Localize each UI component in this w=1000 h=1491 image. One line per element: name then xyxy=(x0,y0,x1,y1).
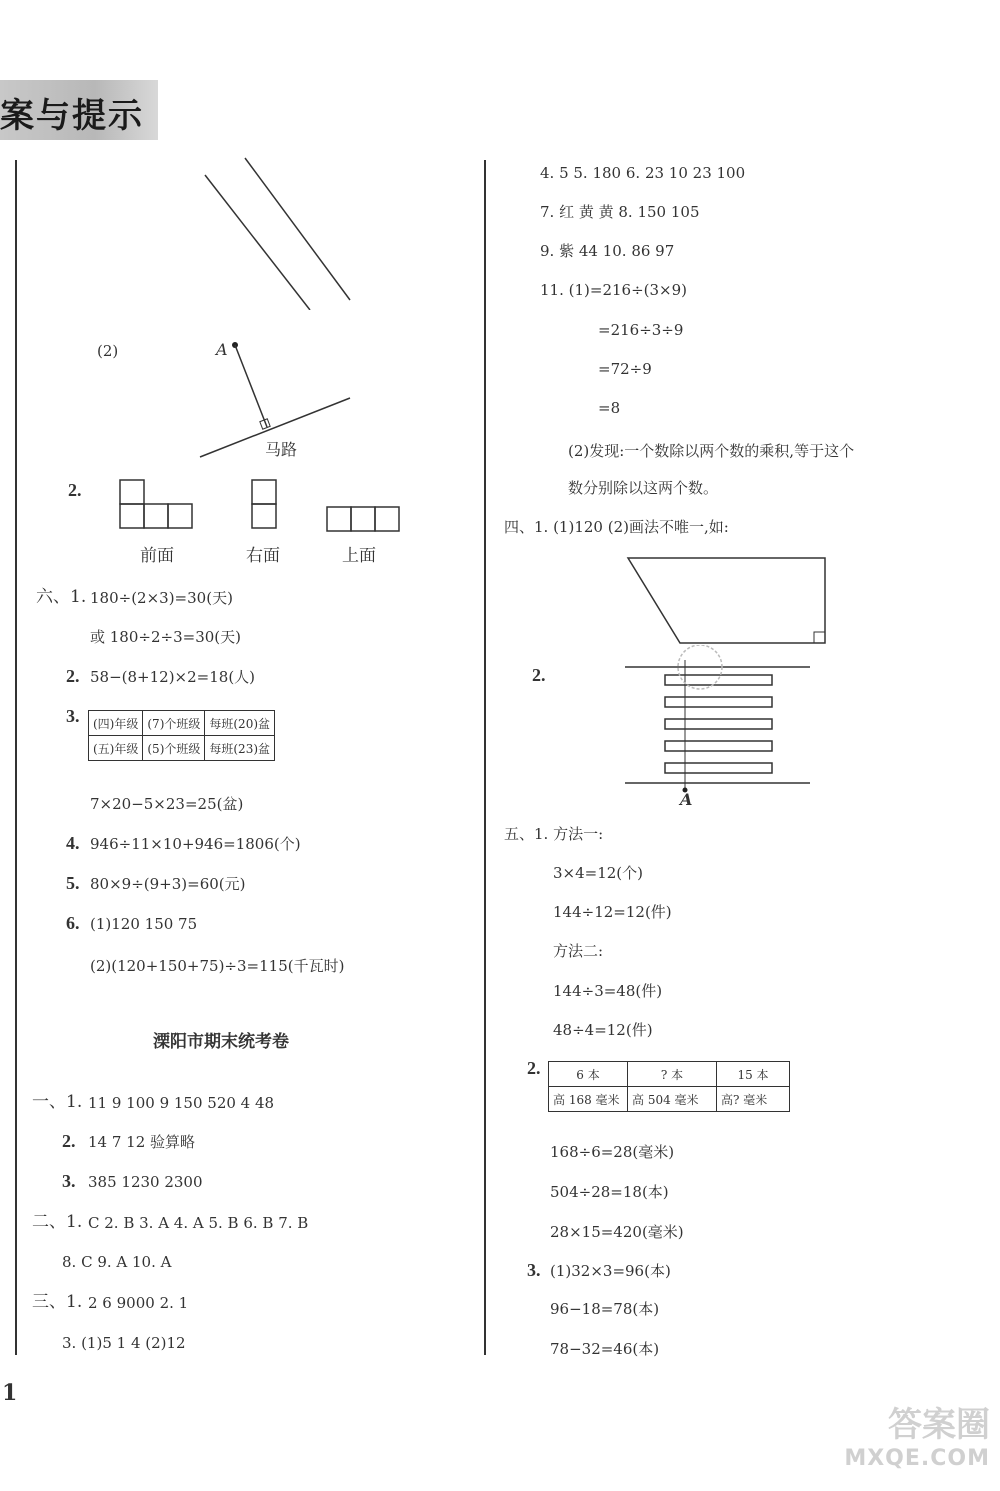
r18-num: 2. xyxy=(527,1058,541,1078)
column-divider xyxy=(484,160,486,1355)
left-margin-line xyxy=(15,160,17,1355)
table-row xyxy=(549,1087,790,1112)
page-number: 1 xyxy=(2,1380,18,1406)
fig2-point-a: A xyxy=(216,340,228,359)
sec6-q3-num: 3. xyxy=(66,706,80,726)
table-cell: 高? 毫米 xyxy=(717,1087,790,1112)
table-cell: (7)个班级 xyxy=(143,711,205,736)
sec6-q6-num: 6. xyxy=(66,913,80,933)
right-line-2: 7. 红 黄 黄 8. 150 105 xyxy=(540,203,700,221)
parallel-lines-figure xyxy=(195,150,365,310)
watermark-line1: 答案圈 xyxy=(888,1405,990,1445)
exam-title: 溧阳市期末统考卷 xyxy=(153,1032,289,1052)
sec6-q4: 946÷11×10+946=1806(个) xyxy=(90,835,301,853)
table-row xyxy=(89,711,275,736)
view-label-top: 上面 xyxy=(342,546,376,566)
sec6-q4-num: 4. xyxy=(66,833,80,853)
sec6-q5: 80×9÷(9+3)=60(元) xyxy=(90,875,246,893)
road-label: 马路 xyxy=(265,440,298,459)
sec6-q2: 58−(8+12)×2=18(人) xyxy=(90,668,256,686)
right-line-14: 144÷12=12(件) xyxy=(553,903,672,921)
s2-row2: 8. C 9. A 10. A xyxy=(62,1253,172,1271)
fig2-label: (2) xyxy=(97,342,119,360)
right-line-23: 96−18=78(本) xyxy=(550,1300,660,1318)
table-cell: 6 本 xyxy=(549,1062,628,1087)
sec6-q6b: (2)(120+150+75)÷3=115(千瓦时) xyxy=(90,957,345,975)
sec6-q1a: 180÷(2×3)=30(天) xyxy=(90,589,233,607)
right-line-16: 144÷3=48(件) xyxy=(553,982,663,1000)
table-cell: (五)年级 xyxy=(89,736,143,761)
q2-num: 2. xyxy=(68,480,82,500)
right-line-22: (1)32×3=96(本) xyxy=(550,1262,671,1280)
table-cell: (四)年级 xyxy=(89,711,143,736)
sec6-q3: 7×20−5×23=25(盆) xyxy=(90,795,244,813)
right-line-6: =72÷9 xyxy=(598,360,652,378)
table-row xyxy=(89,736,275,761)
table-cell: 高 168 毫米 xyxy=(549,1087,628,1112)
page-title: 案与提示 xyxy=(0,96,144,136)
s1-q1: 11 9 100 9 150 520 4 48 xyxy=(88,1094,275,1112)
table-row xyxy=(549,1062,790,1087)
sec6-q6a: (1)120 150 75 xyxy=(90,915,198,933)
s1-q3: 385 1230 2300 xyxy=(88,1173,203,1191)
s3-row1: 2 6 9000 2. 1 xyxy=(88,1294,189,1312)
r11-num: 2. xyxy=(532,665,546,685)
right-line-10: 四、1. (1)120 (2)画法不唯一,如: xyxy=(504,518,729,536)
right-line-15: 方法二: xyxy=(553,942,604,960)
table-cell: (5)个班级 xyxy=(143,736,205,761)
grade-table xyxy=(88,710,275,761)
s3-label: 三、1. xyxy=(32,1292,83,1312)
right-line-19: 168÷6=28(毫米) xyxy=(550,1143,675,1161)
right-line-7: =8 xyxy=(598,399,621,417)
right-line-21: 28×15=420(毫米) xyxy=(550,1223,684,1241)
r22-num: 3. xyxy=(527,1260,541,1280)
table-cell: 每班(20)盆 xyxy=(205,711,275,736)
table-cell: 每班(23)盆 xyxy=(205,736,275,761)
right-line-17: 48÷4=12(件) xyxy=(553,1021,653,1039)
view-label-right: 右面 xyxy=(246,546,280,566)
right-line-12: 五、1. 方法一: xyxy=(504,825,604,843)
s2-row1: C 2. B 3. A 4. A 5. B 6. B 7. B xyxy=(88,1214,309,1232)
right-line-20: 504÷28=18(本) xyxy=(550,1183,669,1201)
right-line-9: 数分别除以这两个数。 xyxy=(568,479,719,497)
right-view-figure xyxy=(250,478,280,533)
right-line-5: =216÷3÷9 xyxy=(598,321,684,339)
front-view-figure xyxy=(118,478,198,533)
table-cell: 高 504 毫米 xyxy=(628,1087,717,1112)
trapezoid-figure xyxy=(620,550,830,650)
r11-point-a: A xyxy=(680,790,693,809)
table-cell: ? 本 xyxy=(628,1062,717,1087)
right-line-3: 9. 紫 44 10. 86 97 xyxy=(540,242,675,260)
right-line-1: 4. 5 5. 180 6. 23 10 23 100 xyxy=(540,164,746,182)
right-line-13: 3×4=12(个) xyxy=(553,864,644,882)
right-line-4: 11. (1)=216÷(3×9) xyxy=(540,281,687,299)
s1-q2: 14 7 12 验算略 xyxy=(88,1133,196,1151)
table-cell: 15 本 xyxy=(717,1062,790,1087)
sec6-q2-num: 2. xyxy=(66,666,80,686)
s3-row2: 3. (1)5 1 4 (2)12 xyxy=(62,1334,186,1352)
watermark-logo xyxy=(844,1397,990,1471)
right-line-8: (2)发现:一个数除以两个数的乘积,等于这个 xyxy=(568,442,855,460)
s1-q3-num: 3. xyxy=(62,1171,76,1191)
crosswalk-figure xyxy=(625,645,815,795)
watermark-line2: MXQE.COM xyxy=(844,1446,990,1471)
s2-label: 二、1. xyxy=(32,1212,83,1232)
top-view-figure xyxy=(325,505,405,535)
s1-q2-num: 2. xyxy=(62,1131,76,1151)
sec6-q5-num: 5. xyxy=(66,873,80,893)
right-line-24: 78−32=46(本) xyxy=(550,1340,660,1358)
s1-label: 一、1. xyxy=(32,1092,83,1112)
view-label-front: 前面 xyxy=(140,546,174,566)
books-table xyxy=(548,1061,790,1112)
sec6-label: 六、1. xyxy=(36,587,87,607)
sec6-q1b: 或 180÷2÷3=30(天) xyxy=(90,628,241,646)
